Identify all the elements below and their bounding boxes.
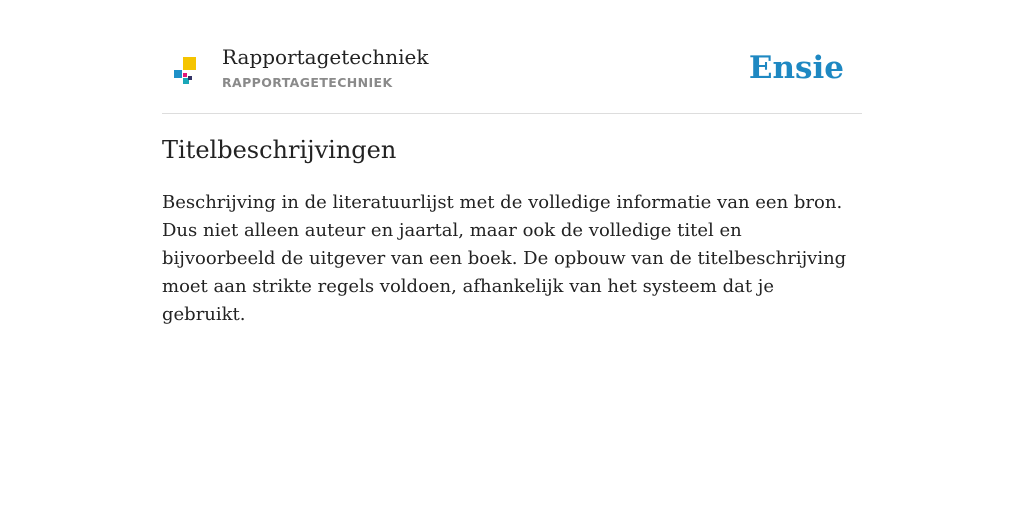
brand-title[interactable]: Rapportagetechniek (222, 45, 429, 69)
category-logo-icon (174, 57, 196, 87)
ensie-logo-link[interactable]: Ensie (748, 50, 844, 86)
page-title: Titelbeschrijvingen (162, 136, 397, 164)
logo-blue-square (174, 70, 182, 78)
brand-subtitle: RAPPORTAGETECHNIEK (222, 75, 393, 90)
header (162, 40, 862, 114)
logo-pink-square (183, 73, 187, 77)
definition-text: Beschrijving in de literatuurlijst met de volledige informatie van een bron. Dus niet alleen auteur en jaartal, maar ook de volledige titel en bijvoorbeeld de uitgever van een boek. De opbouw van de titelbeschrijving moet aan strikte regels voldoen, afhankelijk van het systeem dat je gebruikt. (162, 192, 847, 325)
logo-yellow-square (183, 57, 196, 70)
logo-dark-square (188, 76, 192, 80)
